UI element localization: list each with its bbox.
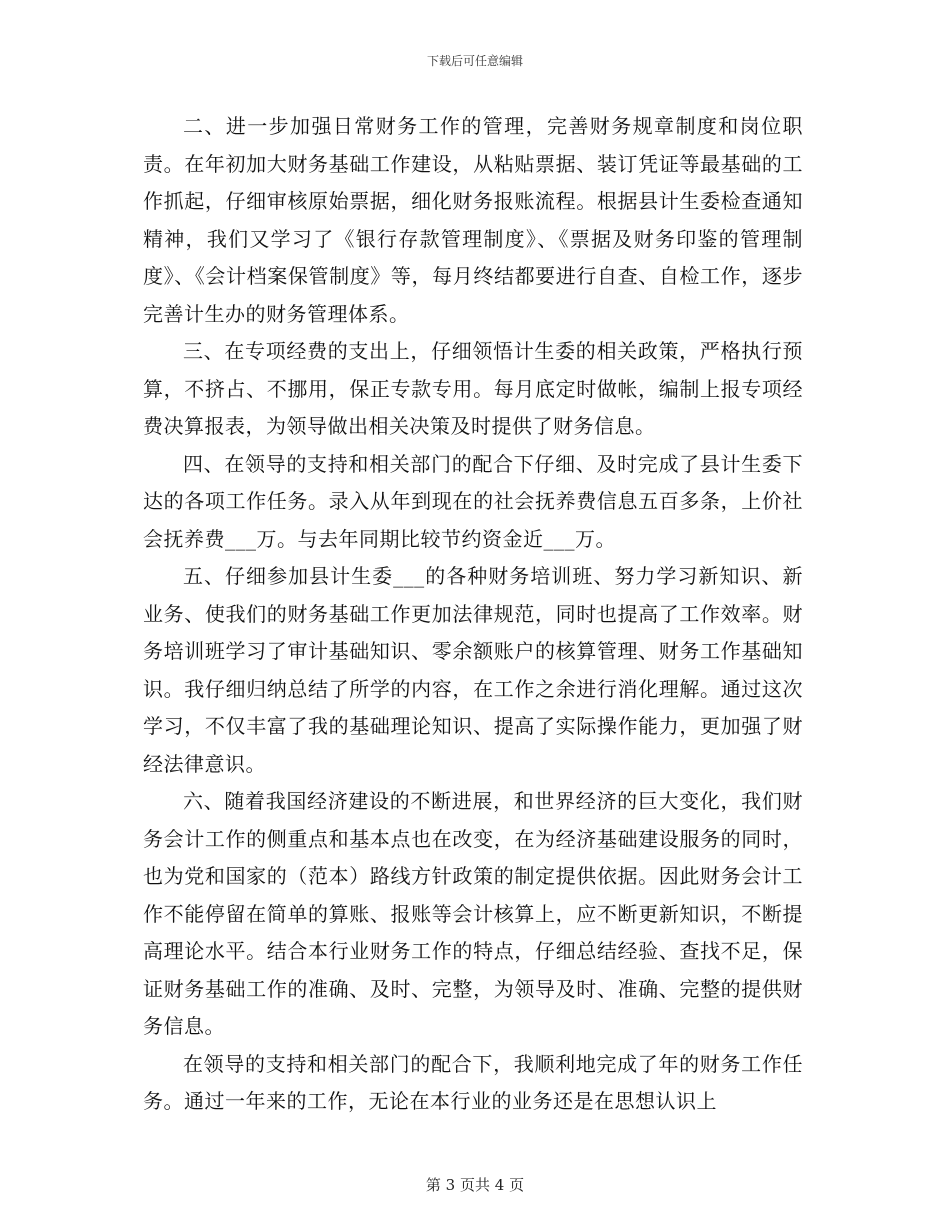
paragraph-conclusion: 在领导的支持和相关部门的配合下，我顺利地完成了年的财务工作任务。通过一年来的工作，无论在本行业的业务还是在思想认识上 bbox=[143, 1051, 803, 1113]
paragraph-6: 六、随着我国经济建设的不断进展，和世界经济的巨大变化，我们财务会计工作的侧重点和基本点也在改变，在为经济基础建设服务的同时，也为党和国家的（范本）路线方针政策的制定提供依据。因此财务会计工作不能停留在简单的算账、报账等会计核算上，应不断更新知识，不断提高理论水平。结合本行业财务工作的特点，仔细总结经验、查找不足，保证财务基础工作的准确、及时、完整，为领导及时、准确、完整的提供财务信息。 bbox=[143, 789, 803, 1038]
paragraph-2: 二、进一步加强日常财务工作的管理，完善财务规章制度和岗位职责。在年初加大财务基础工作建设，从粘贴票据、装订凭证等最基础的工作抓起，仔细审核原始票据，细化财务报账流程。根据县计生委检查通知精神，我们又学习了《银行存款管理制度》、《票据及财务印鉴的管理制度》、《会计档案保管制度》等，每月终结都要进行自查、自检工作，逐步完善计生办的财务管理体系。 bbox=[143, 114, 803, 326]
paragraph-5: 五、仔细参加县计生委___的各种财务培训班、努力学习新知识、新业务、使我们的财务基础工作更加法律规范，同时也提高了工作效率。财务培训班学习了审计基础知识、零余额账户的核算管理、财务工作基础知识。我仔细归纳总结了所学的内容，在工作之余进行消化理解。通过这次学习，不仅丰富了我的基础理论知识、提高了实际操作能力，更加强了财经法律意识。 bbox=[143, 564, 803, 776]
paragraph-3: 三、在专项经费的支出上，仔细领悟计生委的相关政策，严格执行预算，不挤占、不挪用，保正专款专用。每月底定时做帐，编制上报专项经费决算报表，为领导做出相关决策及时提供了财务信息。 bbox=[143, 339, 803, 438]
page-footer: 第 3 页共 4 页 bbox=[425, 1176, 525, 1194]
paragraph-4: 四、在领导的支持和相关部门的配合下仔细、及时完成了县计生委下达的各项工作任务。录入从年到现在的社会抚养费信息五百多条，上价社会抚养费___万。与去年同期比较节约资金近___万。 bbox=[143, 451, 803, 551]
page-header: 下载后可任意编辑 bbox=[426, 54, 523, 68]
document-body bbox=[143, 108, 803, 1121]
